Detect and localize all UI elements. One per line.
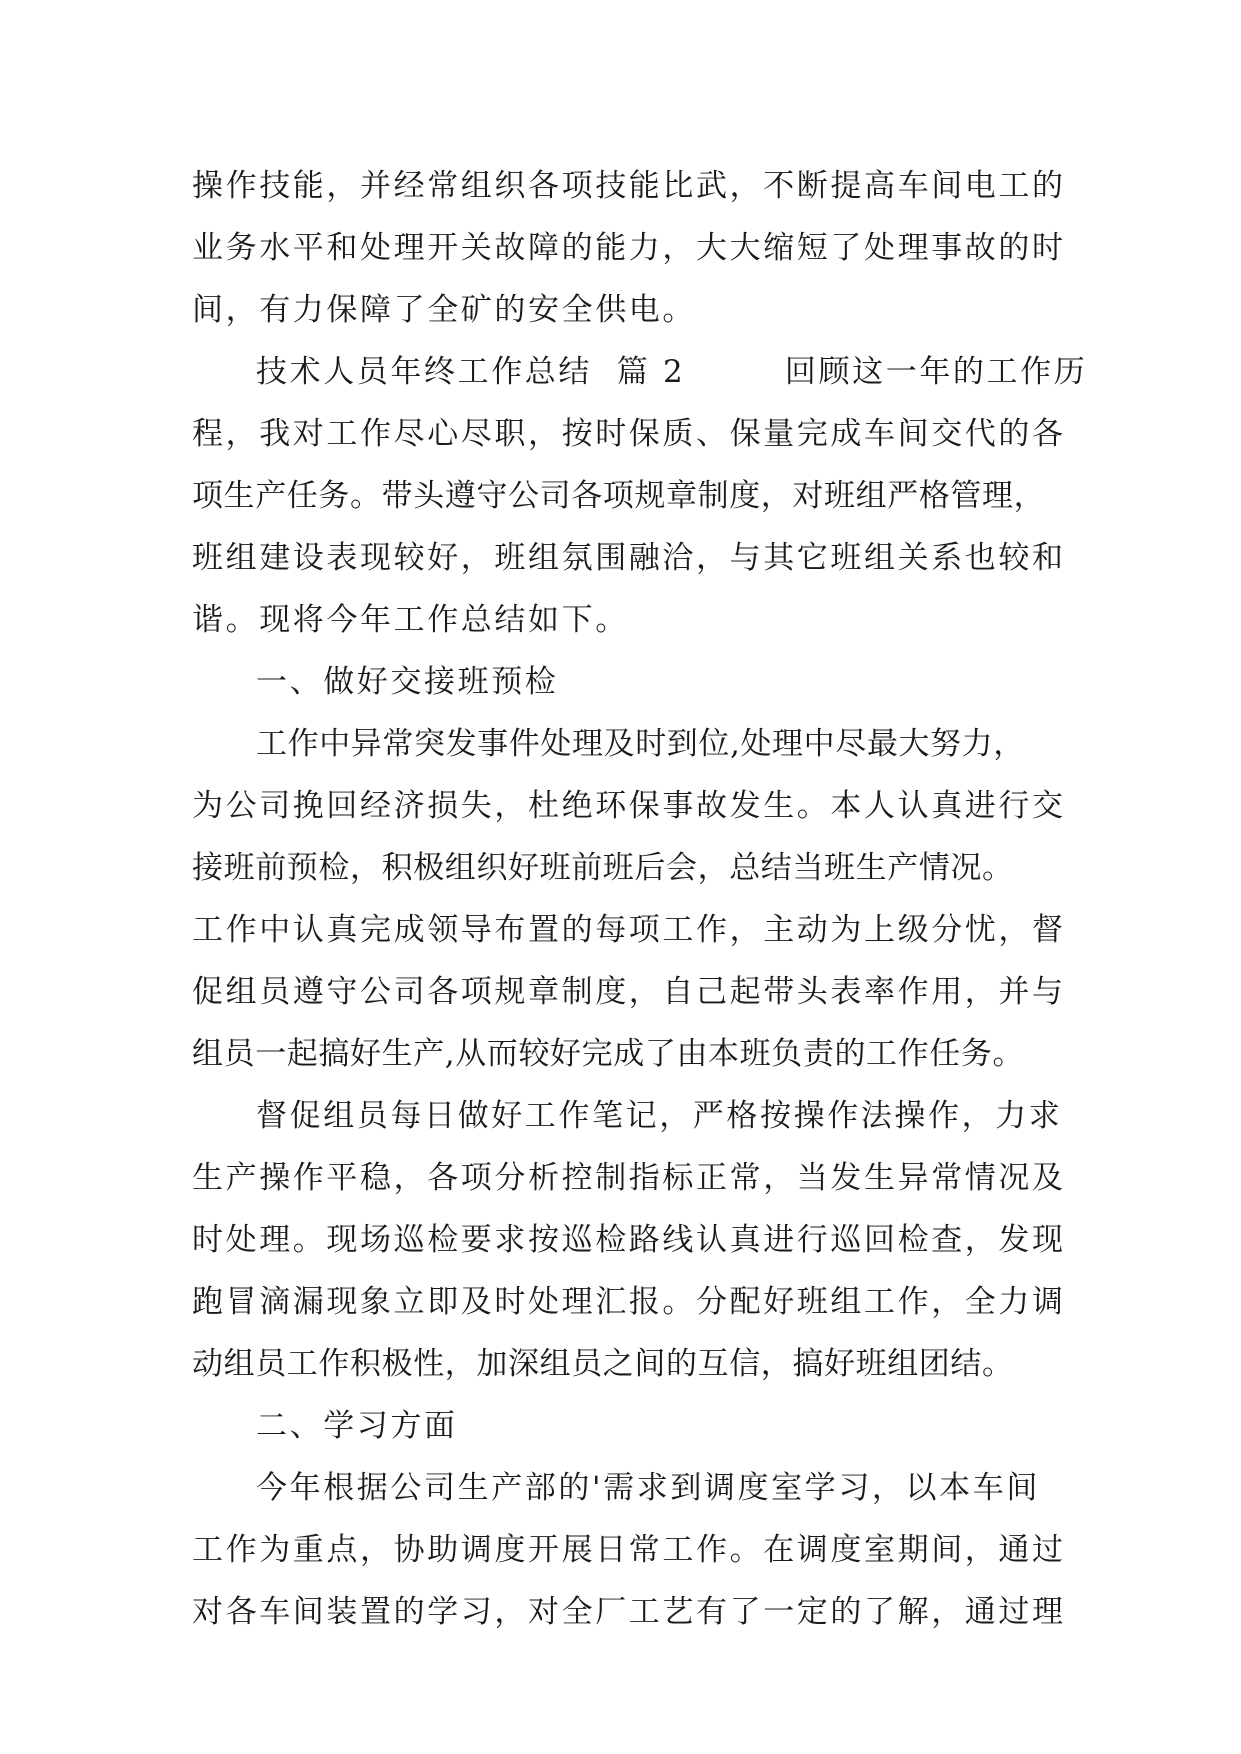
- text-line: 工作为重点，协助调度开展日常工作。在调度室期间，通过: [192, 1532, 1066, 1568]
- text-line: 间，有力保障了全矿的安全供电。: [192, 292, 696, 328]
- text-line: 组员一起搞好生产,从而较好完成了由本班负责的工作任务。: [192, 1036, 1025, 1072]
- text-line: 工作中认真完成领导布置的每项工作，主动为上级分忧，督: [192, 912, 1066, 948]
- text-line: 时处理。现场巡检要求按巡检路线认真进行巡回检查，发现: [192, 1222, 1066, 1258]
- document-body: [192, 155, 1088, 1643]
- text-line: 生产操作平稳，各项分析控制指标正常，当发生异常情况及: [192, 1160, 1066, 1196]
- text-line: 跑冒滴漏现象立即及时处理汇报。分配好班组工作，全力调: [192, 1284, 1066, 1320]
- text-line: 工作中异常突发事件处理及时到位,处理中尽最大努力，: [256, 726, 1025, 762]
- text-line: 对各车间装置的学习，对全厂工艺有了一定的了解，通过理: [192, 1594, 1066, 1630]
- text-line: 班组建设表现较好，班组氛围融洽，与其它班组关系也较和: [192, 540, 1066, 576]
- text-line: 操作技能，并经常组织各项技能比武，不断提高车间电工的: [192, 168, 1066, 204]
- text-line: 促组员遵守公司各项规章制度，自己起带头表率作用，并与: [192, 974, 1066, 1010]
- text-line: 项生产任务。带头遵守公司各项规章制度，对班组严格管理，: [192, 478, 1046, 514]
- text-line: 动组员工作积极性，加深组员之间的互信，搞好班组团结。: [192, 1346, 1014, 1382]
- text-line: 业务水平和处理开关故障的能力，大大缩短了处理事故的时: [192, 230, 1066, 266]
- subheading-line: 二、学习方面: [256, 1408, 458, 1444]
- subheading-line: 一、做好交接班预检: [256, 664, 559, 700]
- text-line: 为公司挽回经济损失，杜绝环保事故发生。本人认真进行交: [192, 788, 1066, 824]
- section-heading-line: 技术人员年终工作总结 篇 2 回顾这一年的工作历: [256, 354, 1088, 390]
- text-line: 谐。现将今年工作总结如下。: [192, 602, 629, 638]
- text-line: 接班前预检，积极组织好班前班后会，总结当班生产情况。: [192, 850, 1014, 886]
- text-line: 督促组员每日做好工作笔记，严格按操作法操作，力求: [256, 1098, 1063, 1134]
- text-line: 今年根据公司生产部的'需求到调度室学习，以本车间: [256, 1470, 1040, 1506]
- text-line: 程，我对工作尽心尽职，按时保质、保量完成车间交代的各: [192, 416, 1066, 452]
